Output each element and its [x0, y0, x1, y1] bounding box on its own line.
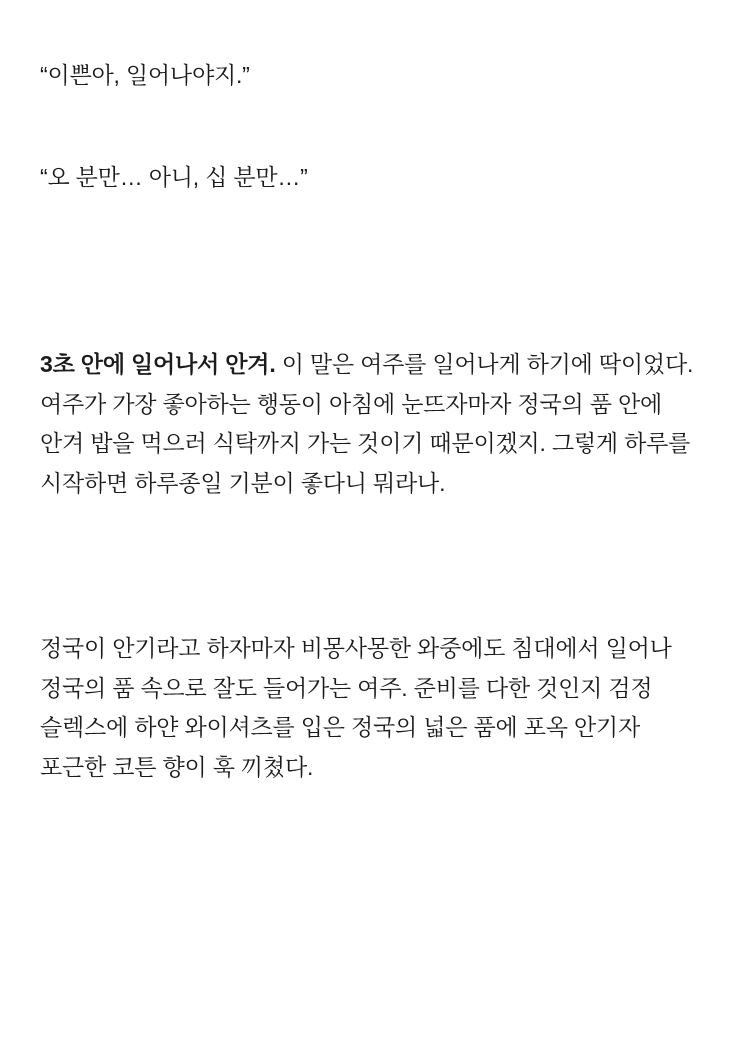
narration-body-1: 이 말은 여주를 일어나게 하기에 딱이었다. 여주가 가장 좋아하는 행동이 아침에 눈뜨자마자 정국의 품 안에 안겨 밥을 먹으러 식탁까지 가는 것이기 때문이겠지. 그렇게 하루를 시작하면 하루종일 기분이 좋다니 뭐라나. [40, 351, 694, 496]
narration-paragraph-1 [40, 345, 710, 503]
narration-paragraph-2: 정국이 안기라고 하자마자 비몽사몽한 와중에도 침대에서 일어나 정국의 품 속으로 잘도 들어가는 여주. 준비를 다한 것인지 검정 슬렉스에 하얀 와이셔츠를 입은 정국의 넓은 품에 포옥 안기자 포근한 코튼 향이 훅 끼쳤다. [40, 635, 672, 780]
section-spacer-2 [40, 503, 710, 629]
section-spacer [40, 197, 710, 345]
paragraph-spacer [40, 96, 710, 158]
dialogue-line-2: “오 분만… 아니, 십 분만…” [40, 163, 308, 190]
dialogue-line-1: “이쁜아, 일어나야지.” [40, 62, 250, 88]
narration-lead-phrase: 3초 안에 일어나서 안겨. [40, 351, 276, 378]
